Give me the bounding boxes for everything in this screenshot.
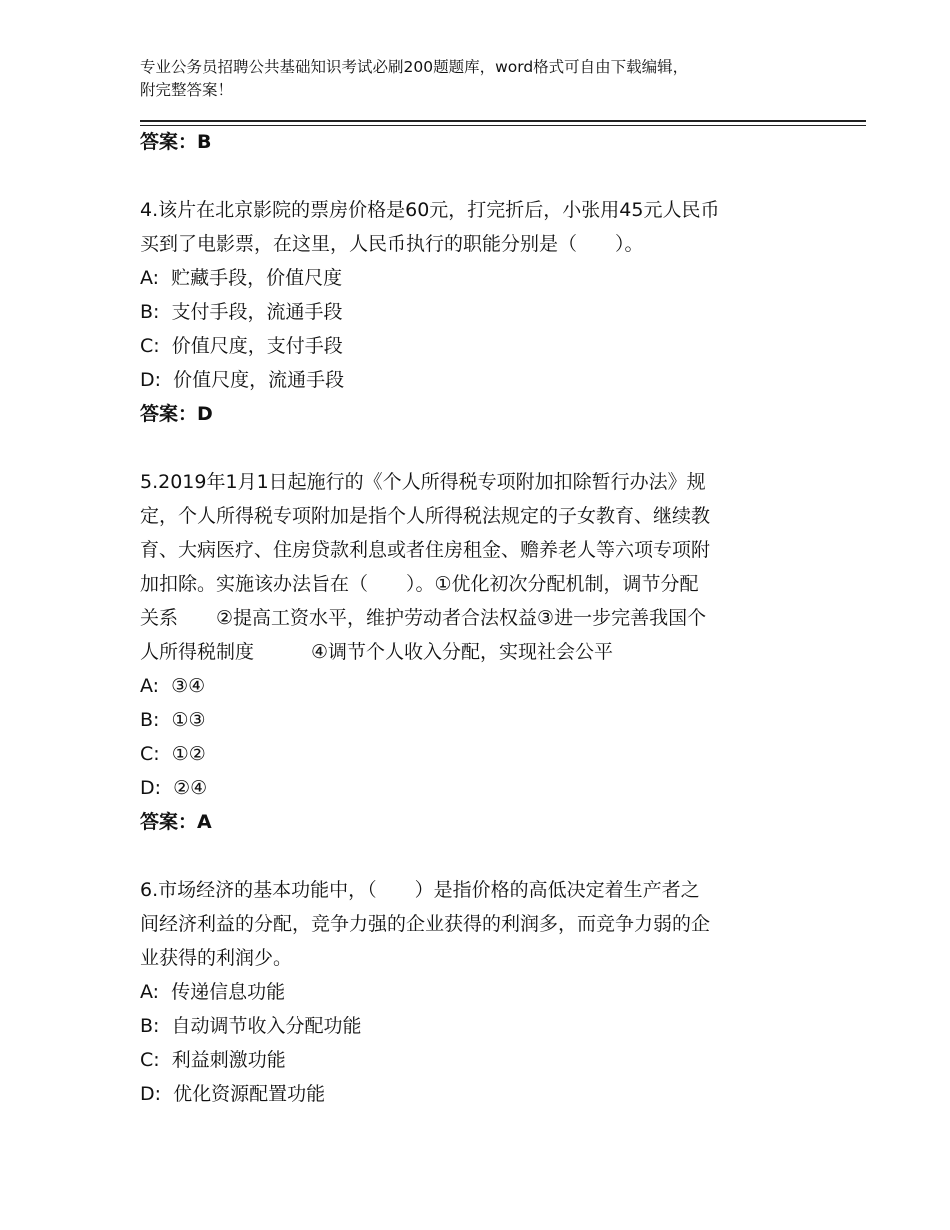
question-4-option-b: B: 支付手段，流通手段	[140, 301, 343, 323]
question-4	[140, 193, 820, 431]
question-6-option-c: C: 利益刺激功能	[140, 1049, 286, 1071]
question-4-text-line: 4.该片在北京影院的票房价格是60元，打完折后，小张用45元人民币	[140, 199, 720, 221]
spacer	[140, 159, 820, 193]
question-6-text-line: 6.市场经济的基本功能中，（ ）是指价格的高低决定着生产者之	[140, 879, 700, 901]
answer-q5: 答案：A	[140, 811, 212, 833]
question-5-text-line: 育、大病医疗、住房贷款利息或者住房租金、赡养老人等六项专项附	[140, 539, 711, 561]
question-5-text-line: 5.2019年1月1日起施行的《个人所得税专项附加扣除暂行办法》规	[140, 471, 706, 493]
question-4-option-c: C: 价值尺度，支付手段	[140, 335, 343, 357]
header-line-2: 附完整答案！	[140, 81, 234, 99]
document-body	[140, 125, 820, 1111]
question-5-option-a: A: ③④	[140, 675, 206, 697]
question-5-text-line: 人所得税制度 ④调节个人收入分配，实现社会公平	[140, 641, 614, 663]
question-6-option-d: D: 优化资源配置功能	[140, 1083, 326, 1105]
question-5-text-line: 加扣除。实施该办法旨在（ ）。①优化初次分配机制，调节分配	[140, 573, 699, 595]
spacer	[140, 431, 820, 465]
question-5-option-c: C: ①②	[140, 743, 206, 765]
answer-q3: 答案：B	[140, 131, 212, 153]
header-line-1: 专业公务员招聘公共基础知识考试必刷200题题库，word格式可自由下载编辑，	[140, 58, 689, 76]
question-6-option-a: A: 传递信息功能	[140, 981, 286, 1003]
question-5	[140, 465, 820, 839]
page-header	[140, 56, 840, 102]
spacer	[140, 839, 820, 873]
question-4-option-a: A: 贮藏手段，价值尺度	[140, 267, 343, 289]
question-5-option-d: D: ②④	[140, 777, 208, 799]
question-5-text-line: 定，个人所得税专项附加是指个人所得税法规定的子女教育、继续教	[140, 505, 711, 527]
question-6-text-line: 业获得的利润少。	[140, 947, 293, 969]
question-4-text-line: 买到了电影票，在这里，人民币执行的职能分别是（ ）。	[140, 233, 644, 255]
question-5-text-line: 关系 ②提高工资水平，维护劳动者合法权益③进一步完善我国个	[140, 607, 707, 629]
question-6-text-line: 间经济利益的分配，竞争力强的企业获得的利润多，而竞争力弱的企	[140, 913, 711, 935]
answer-q4: 答案：D	[140, 403, 213, 425]
question-6-option-b: B: 自动调节收入分配功能	[140, 1015, 362, 1037]
question-5-option-b: B: ①③	[140, 709, 206, 731]
header-rule-thick	[140, 120, 866, 122]
question-6	[140, 873, 820, 1111]
question-4-option-d: D: 价值尺度，流通手段	[140, 369, 345, 391]
